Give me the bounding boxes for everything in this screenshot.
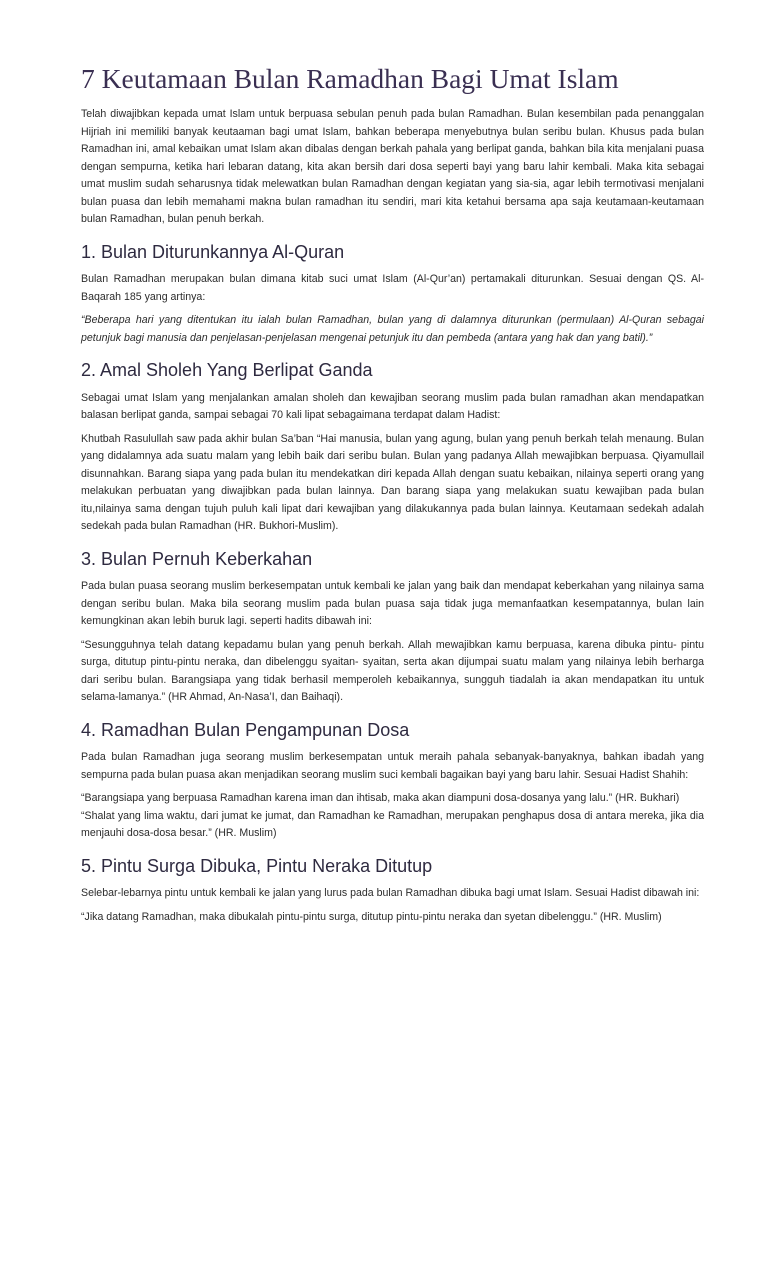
section-heading: 3. Bulan Pernuh Keberkahan <box>81 548 313 569</box>
section-3 <box>81 548 704 707</box>
section-paragraph: Pada bulan Ramadhan juga seorang muslim berkesempatan untuk meraih pahala sebanyak-banyaknya, bahkan ibadah yang sempurna pada bulan puasa akan menjadikan seorang muslim suci kembali bagaikan bayi yang baru lahir. Sesuai Hadist Shahih: <box>81 751 704 781</box>
section-2 <box>81 359 704 536</box>
document-page <box>81 62 704 932</box>
page-title: 7 Keutamaan Bulan Ramadhan Bagi Umat Islam <box>81 63 619 94</box>
section-heading: 4. Ramadhan Bulan Pengampunan Dosa <box>81 719 410 740</box>
quote-paragraph: “Sesungguhnya telah datang kepadamu bulan yang penuh berkah. Allah mewajibkan kamu berpuasa, karena dibuka pintu- pintu surga, ditutup pintu-pintu neraka, dan dibelenggu syaitan- syaitan, serta akan dijumpai suatu malam yang nilainya lebih berharga dari seribu bulan. Barangsiapa yang tidak berhasil memperoleh kebaikannya, sungguh tiadalah ia akan mendapatkan itu untuk selama-lamanya.” (HR Ahmad, An-Nasa’I, dan Baihaqi). <box>81 638 704 703</box>
section-4 <box>81 719 704 843</box>
quote-paragraph: “Beberapa hari yang ditentukan itu ialah bulan Ramadhan, bulan yang di dalamnya diturunkan (permulaan) Al-Quran sebagai petunjuk bagi manusia dan penjelasan-penjelasan mengenai petunjuk itu dan pembeda (antara yang hak dan yang batil).” <box>81 314 704 344</box>
section-paragraph: Sebagai umat Islam yang menjalankan amalan sholeh dan kewajiban seorang muslim pada bulan ramadhan akan mendapatkan balasan berlipat ganda, sampai sebagai 70 kali lipat sebagaimana terdapat dalam Hadist: <box>81 391 704 421</box>
quote-paragraph: “Shalat yang lima waktu, dari jumat ke jumat, dan Ramadhan ke Ramadhan, merupakan penghapus dosa di antara mereka, jika dia menjauhi dosa-dosa besar.” (HR. Muslim) <box>81 809 704 839</box>
section-paragraph: Pada bulan puasa seorang muslim berkesempatan untuk kembali ke jalan yang baik dan mendapat keberkahan yang nilainya sama dengan seribu bulan. Maka bila seorang muslim pada bulan puasa saja tidak juga memanfaatkan kesempatannya, bulan lain kemungkinan akan lebih buruk lagi. seperti hadits dibawah ini: <box>81 580 704 627</box>
quote-paragraph: Khutbah Rasulullah saw pada akhir bulan Sa’ban “Hai manusia, bulan yang agung, bulan yang penuh berkah telah menaung. Bulan yang didalamnya ada suatu malam yang lebih baik dari seribu bulan. Bulan yang padanya Allah mewajibkan berpuasa. Qiyamullail disunnahkan. Barang siapa yang pada bulan itu mendekatkan diri kepada Allah dengan suatu kebaikan, nilainya seperti orang yang melakukan perbuatan yang diwajibkan pada bulan lainnya. Dan barang siapa yang melakukan suatu kewajiban pada bulan itu,nilainya sama dengan tujuh puluh kali lipat dari kewajiban yang dilakukannya pada bulan lainnya. Keutamaan sedekah adalah sedekah pada bulan Ramadhan (HR. Bukhori-Muslim). <box>81 432 704 532</box>
section-1 <box>81 241 704 348</box>
section-heading: 1. Bulan Diturunkannya Al-Quran <box>81 241 345 262</box>
quote-paragraph: “Barangsiapa yang berpuasa Ramadhan karena iman dan ihtisab, maka akan diampuni dosa-dosanya yang lalu.” (HR. Bukhari) <box>81 792 680 804</box>
section-heading: 5. Pintu Surga Dibuka, Pintu Neraka Ditutup <box>81 855 433 876</box>
section-5 <box>81 855 704 927</box>
section-paragraph: Bulan Ramadhan merupakan bulan dimana kitab suci umat Islam (Al-Qur’an) pertamakali diturunkan. Sesuai dengan QS. Al-Baqarah 185 yang artinya: <box>81 273 704 303</box>
section-paragraph: Selebar-lebarnya pintu untuk kembali ke jalan yang lurus pada bulan Ramadhan dibuka bagi umat Islam. Sesuai Hadist dibawah ini: <box>81 887 700 899</box>
section-heading: 2. Amal Sholeh Yang Berlipat Ganda <box>81 360 373 380</box>
intro-paragraph: Telah diwajibkan kepada umat Islam untuk berpuasa sebulan penuh pada bulan Ramadhan. Bulan kesembilan pada penanggalan Hijriah ini memiliki banyak keutaaman bagi umat Islam, bahkan beberapa menyebutnya bulan seribu bulan. Khusus pada bulan Ramadhan ini, amal kebaikan umat Islam akan dibalas dengan berkah pahala yang berlipat ganda, bahkan bila kita menjalani puasa dengan sempurna, ketika hari lebaran datang, kita akan bersih dari dosa seperti bayi yang baru lahir kembali. Maka kita sebagai umat muslim sudah seharusnya tidak melewatkan bulan Ramadhan dengan kegiatan yang sia-sia, agar lebih termotivasi menjalani bulan puasa dan lebih memahami makna bulan ramadhan itu sendiri, mari kita ketahui bersama apa saja keutamaan-keutamaan bulan Ramadhan, bulan penuh berkah. <box>81 108 704 225</box>
quote-paragraph: “Jika datang Ramadhan, maka dibukalah pintu-pintu surga, ditutup pintu-pintu neraka dan syetan dibelenggu.” (HR. Muslim) <box>81 910 662 923</box>
